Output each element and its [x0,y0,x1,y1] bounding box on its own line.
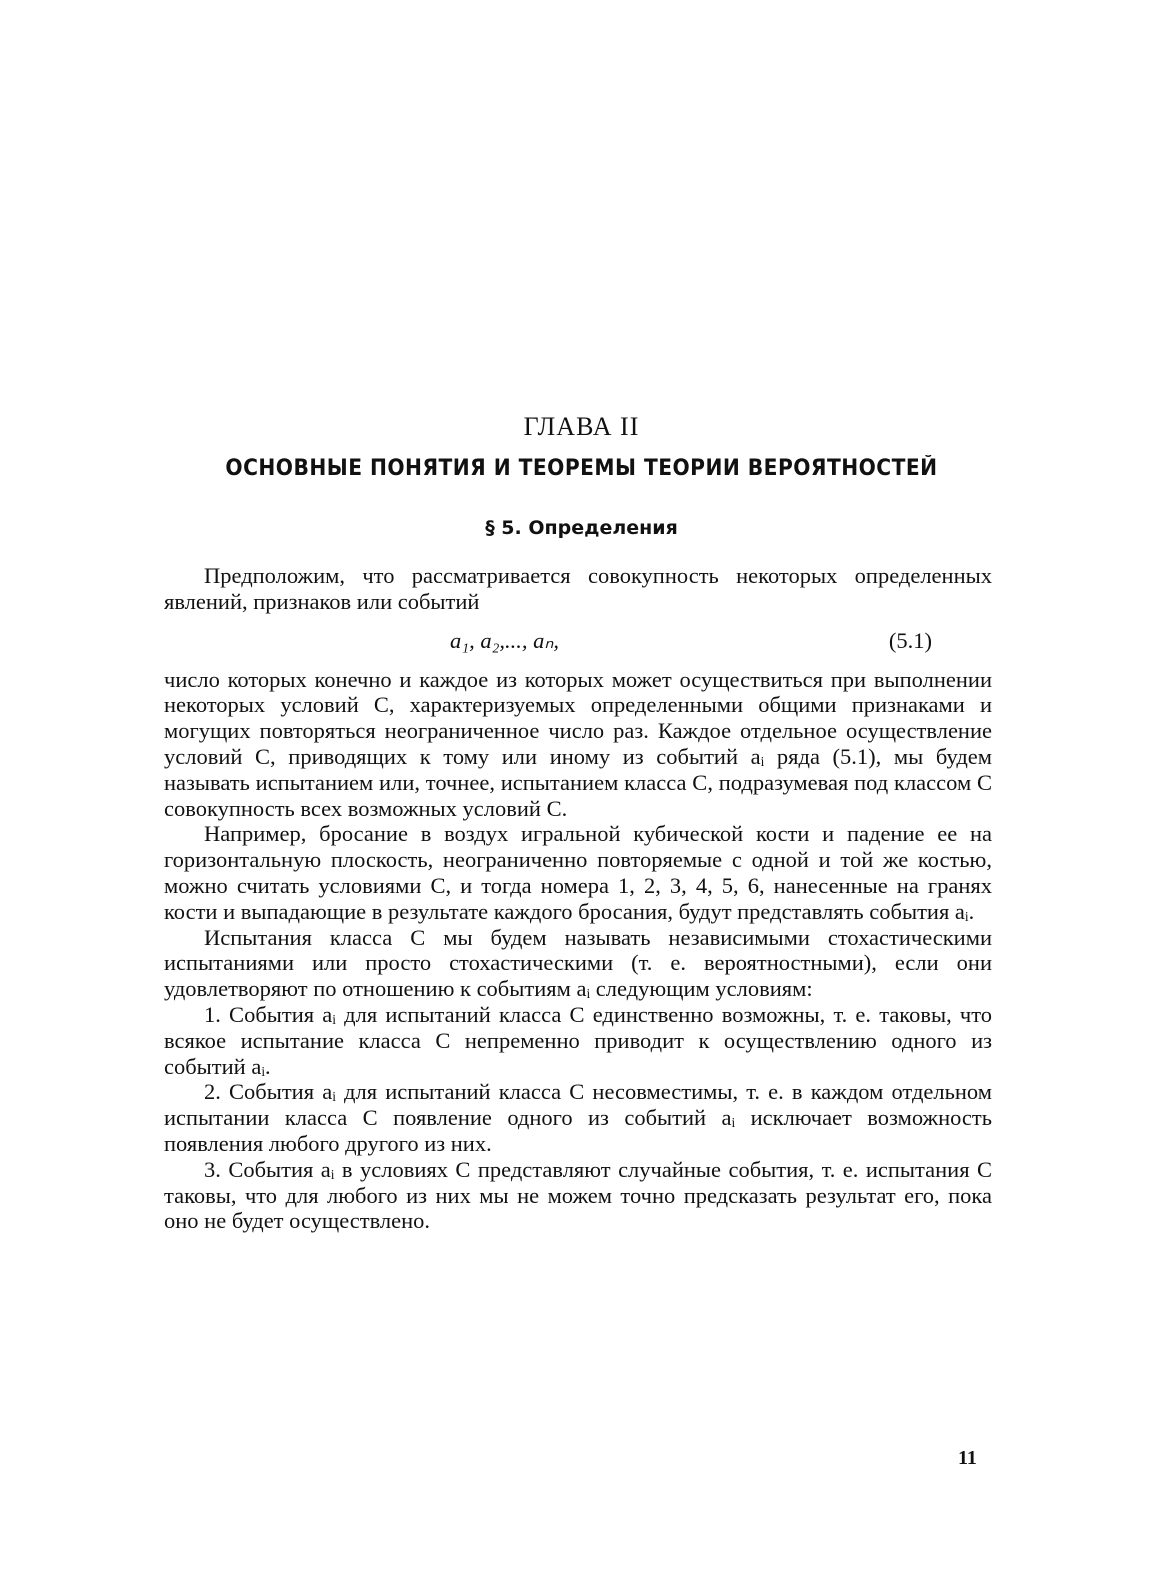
paragraph: число которых конечно и каждое из которых может осуществиться при выполнении некоторых условий C, характеризуемых определенными общими признаками и могущих повторяться неограниченное число раз. Каждое отдельное осуществление условий C, приводящих к тому или иному из событий aᵢ ряда (5.1), мы будем называть испытанием или, точнее, испытанием класса C, подразумевая под классом C совокупность всех возможных условий C. [164,666,992,821]
chapter-title: ОСНОВНЫЕ ПОНЯТИЯ И ТЕОРЕМЫ ТЕОРИИ ВЕРОЯТНОСТЕЙ [225,456,938,481]
formula [164,615,992,667]
page-number: 11 [958,1447,977,1469]
formula-number: (5.1) [888,627,932,653]
paragraph: Испытания класса C мы будем называть независимыми стохастическими испытаниями или просто стохастическими (т. е. вероятностными), если они удовлетворяют по отношению к событиям aᵢ следующим условиям: [164,924,992,1002]
formula-expression: a₁, a₂,..., aₙ, [450,627,559,653]
chapter-label: ГЛАВА II [523,412,640,441]
list-item: 1. События aᵢ для испытаний класса C единственно возможны, т. е. таковы, что всякое испытание класса C непременно приводит к осуществлению одного из событий aᵢ. [164,1001,992,1079]
list-item: 2. События aᵢ для испытаний класса C несовместимы, т. е. в каждом отдельном испытании класса C появление одного из событий aᵢ исключает возможность появления любого другого из них. [164,1079,992,1156]
body-text [164,563,992,1234]
paragraph: Предположим, что рассматривается совокупность некоторых определенных явлений, признаков или событий [164,563,992,614]
section-title: § 5. Определения [485,517,678,539]
paragraph: Например, бросание в воздух игральной кубической кости и падение ее на горизонтальную плоскость, неограниченно повторяемые с одной и той же костью, можно считать условиями C, и тогда номера 1, 2, 3, 4, 5, 6, нанесенные на гранях кости и выпадающие в результате каждого бросания, будут представлять события aᵢ. [164,821,992,924]
list-item: 3. События aᵢ в условиях C представляют случайные события, т. е. испытания C таковы, что для любого из них мы не можем точно предсказать результат его, пока оно не будет осуществлено. [164,1156,992,1234]
